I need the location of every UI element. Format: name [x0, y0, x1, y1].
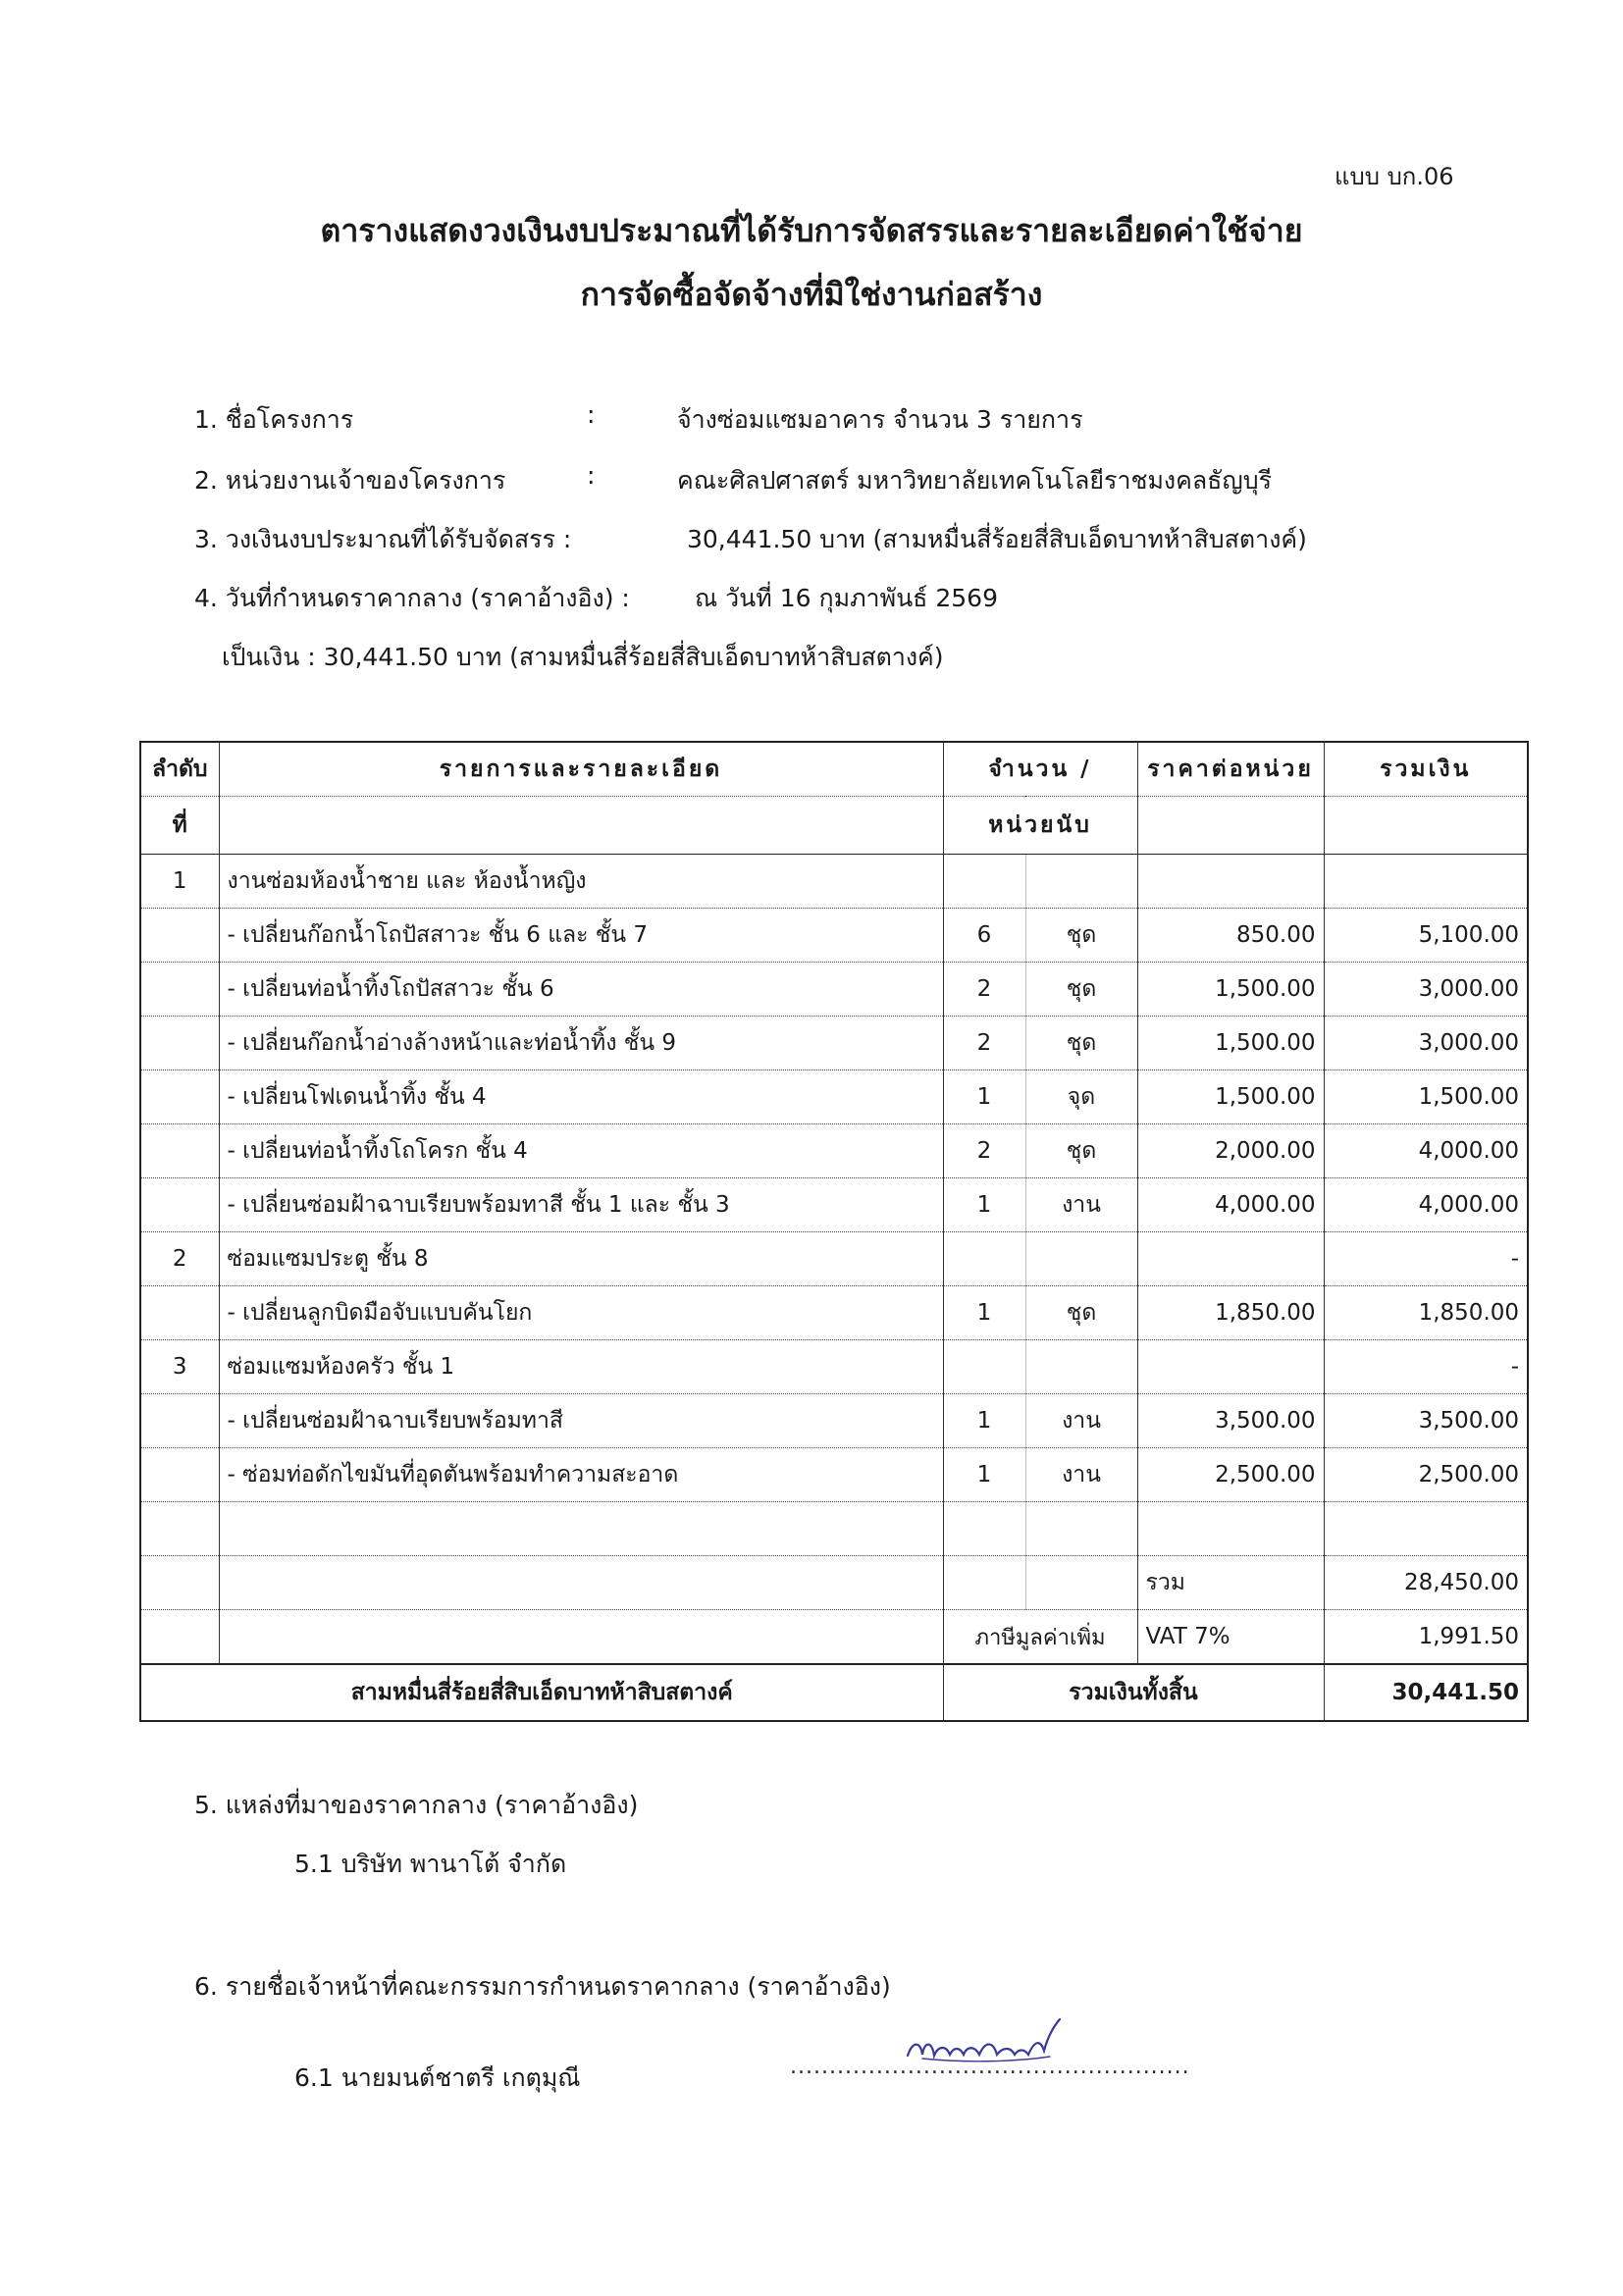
- grand-total-text: สามหมื่นสี่ร้อยสี่สิบเอ็ดบาทห้าสิบสตางค์: [140, 1664, 943, 1721]
- table-row: [140, 1286, 1528, 1340]
- header-unit-price: ราคาต่อหน่วย: [1137, 742, 1324, 797]
- row-unit-price: 1,500.00: [1137, 1017, 1324, 1070]
- row-total: 3,500.00: [1324, 1394, 1528, 1448]
- row-unit: ชุด: [1025, 909, 1137, 963]
- header-total: รวมเงิน: [1324, 742, 1528, 797]
- row-unit: ชุด: [1025, 963, 1137, 1017]
- row-total: 5,100.00: [1324, 909, 1528, 963]
- table-row: [140, 1232, 1528, 1286]
- row-unit-price: 1,500.00: [1137, 1070, 1324, 1124]
- row-description: - เปลี่ยนลูกบิดมือจับแบบคันโยก: [219, 1286, 943, 1340]
- vat-label: ภาษีมูลค่าเพิ่ม: [943, 1610, 1137, 1665]
- vat-empty-no: [140, 1610, 219, 1665]
- row-unit-price: [1137, 855, 1324, 909]
- handwritten-signature: [903, 2011, 1070, 2080]
- row-number: [140, 1017, 219, 1070]
- row-total: 4,000.00: [1324, 1178, 1528, 1232]
- row-quantity: 1: [943, 1394, 1025, 1448]
- table-header-row-2: [140, 797, 1528, 855]
- row-quantity: [943, 1232, 1025, 1286]
- row-number: 2: [140, 1232, 219, 1286]
- row-number: [140, 1124, 219, 1178]
- table-row: [140, 1394, 1528, 1448]
- vat-row: [140, 1610, 1528, 1665]
- vat-empty-desc: [219, 1610, 943, 1665]
- row-quantity: 2: [943, 963, 1025, 1017]
- budget-value: 30,441.50 บาท (สามหมื่นสี่ร้อยสี่สิบเอ็ดบาทห้าสิบสตางค์): [687, 525, 1307, 553]
- row-quantity: 2: [943, 1124, 1025, 1178]
- header-quantity: จำนวน /: [943, 742, 1137, 797]
- grand-total-value: 30,441.50: [1324, 1664, 1528, 1721]
- cost-table: [139, 741, 1529, 1722]
- row-total: 4,000.00: [1324, 1124, 1528, 1178]
- agency-value: คณะศิลปศาสตร์ มหาวิทยาลัยเทคโนโลยีราชมงคลธัญบุรี: [677, 466, 1273, 495]
- row-total: [1324, 855, 1528, 909]
- row-number: [140, 1448, 219, 1502]
- project-name-label: 1. ชื่อโครงการ: [194, 405, 354, 434]
- row-unit: งาน: [1025, 1448, 1137, 1502]
- header-unit-price-2: [1137, 797, 1324, 855]
- row-unit: [1025, 1340, 1137, 1394]
- table-row: [140, 1070, 1528, 1124]
- row-description: ซ่อมแซมประตู ชั้น 8: [219, 1232, 943, 1286]
- reference-date-label: 4. วันที่กำหนดราคากลาง (ราคาอ้างอิง) :: [194, 584, 630, 612]
- row-unit-price: 1,500.00: [1137, 963, 1324, 1017]
- row-total: 2,500.00: [1324, 1448, 1528, 1502]
- row-number: [140, 1070, 219, 1124]
- reference-date-value: ณ วันที่ 16 กุมภาพันธ์ 2569: [695, 584, 998, 612]
- header-description: รายการและรายละเอียด: [219, 742, 943, 797]
- row-unit: [1025, 1502, 1137, 1556]
- project-name-value: จ้างซ่อมแซมอาคาร จำนวน 3 รายการ: [677, 405, 1083, 434]
- row-number: [140, 1178, 219, 1232]
- row-description: - เปลี่ยนก๊อกน้ำโถปัสสาวะ ชั้น 6 และ ชั้น 7: [219, 909, 943, 963]
- subtotal-label: รวม: [1137, 1556, 1324, 1610]
- row-total: -: [1324, 1232, 1528, 1286]
- row-number: 3: [140, 1340, 219, 1394]
- table-row: [140, 1178, 1528, 1232]
- reference-amount: เป็นเงิน : 30,441.50 บาท (สามหมื่นสี่ร้อยสี่สิบเอ็ดบาทห้าสิบสตางค์): [222, 643, 944, 671]
- header-description-2: [219, 797, 943, 855]
- row-unit-price: [1137, 1340, 1324, 1394]
- agency-colon: :: [587, 461, 596, 490]
- subtotal-empty-unit: [1025, 1556, 1137, 1610]
- agency-label: 2. หน่วยงานเจ้าของโครงการ: [194, 466, 506, 495]
- row-quantity: [943, 1340, 1025, 1394]
- signature-line: ...................................................: [790, 2055, 1190, 2079]
- row-unit: ชุด: [1025, 1124, 1137, 1178]
- form-code: แบบ บก.06: [1335, 163, 1454, 190]
- row-unit-price: 2,000.00: [1137, 1124, 1324, 1178]
- row-description: งานซ่อมห้องน้ำชาย และ ห้องน้ำหญิง: [219, 855, 943, 909]
- row-number: [140, 1502, 219, 1556]
- row-unit: จุด: [1025, 1070, 1137, 1124]
- row-description: - เปลี่ยนก๊อกน้ำอ่างล้างหน้าและท่อน้ำทิ้ง ชั้น 9: [219, 1017, 943, 1070]
- header-unit-count: หน่วยนับ: [943, 797, 1137, 855]
- price-source-item: 5.1 บริษัท พานาโต้ จำกัด: [294, 1850, 567, 1878]
- row-unit: งาน: [1025, 1394, 1137, 1448]
- committee-heading: 6. รายชื่อเจ้าหน้าที่คณะกรรมการกำหนดราคากลาง (ราคาอ้างอิง): [194, 1972, 891, 2001]
- row-total: 1,500.00: [1324, 1070, 1528, 1124]
- table-row: [140, 1340, 1528, 1394]
- row-unit-price: 2,500.00: [1137, 1448, 1324, 1502]
- row-number: 1: [140, 855, 219, 909]
- table-row: [140, 855, 1528, 909]
- row-description: - เปลี่ยนท่อน้ำทิ้งโถปัสสาวะ ชั้น 6: [219, 963, 943, 1017]
- table-header-row-1: [140, 742, 1528, 797]
- row-unit: [1025, 1232, 1137, 1286]
- document-subtitle: การจัดซื้อจัดจ้างที่มิใช่งานก่อสร้าง: [580, 276, 1043, 313]
- row-unit-price: [1137, 1502, 1324, 1556]
- table-row: [140, 1502, 1528, 1556]
- vat-rate: VAT 7%: [1137, 1610, 1324, 1665]
- row-description: ซ่อมแซมห้องครัว ชั้น 1: [219, 1340, 943, 1394]
- row-quantity: 1: [943, 1178, 1025, 1232]
- price-source-heading: 5. แหล่งที่มาของราคากลาง (ราคาอ้างอิง): [194, 1791, 639, 1819]
- table-row: [140, 1017, 1528, 1070]
- row-unit-price: 3,500.00: [1137, 1394, 1324, 1448]
- row-unit-price: [1137, 1232, 1324, 1286]
- row-description: - ซ่อมท่อดักไขมันที่อุดตันพร้อมทำความสะอาด: [219, 1448, 943, 1502]
- row-total: -: [1324, 1340, 1528, 1394]
- subtotal-empty-desc: [219, 1556, 943, 1610]
- row-quantity: 2: [943, 1017, 1025, 1070]
- row-number: [140, 1286, 219, 1340]
- row-number: [140, 909, 219, 963]
- row-quantity: 1: [943, 1070, 1025, 1124]
- table-row: [140, 1448, 1528, 1502]
- row-total: 3,000.00: [1324, 1017, 1528, 1070]
- grand-total-row: [140, 1664, 1528, 1721]
- row-unit-price: 850.00: [1137, 909, 1324, 963]
- subtotal-row: [140, 1556, 1528, 1610]
- row-quantity: 6: [943, 909, 1025, 963]
- row-unit-price: 4,000.00: [1137, 1178, 1324, 1232]
- row-total: 3,000.00: [1324, 963, 1528, 1017]
- subtotal-value: 28,450.00: [1324, 1556, 1528, 1610]
- row-description: - เปลี่ยนซ่อมฝ้าฉาบเรียบพร้อมทาสี ชั้น 1 และ ชั้น 3: [219, 1178, 943, 1232]
- row-quantity: [943, 855, 1025, 909]
- row-description: - เปลี่ยนท่อน้ำทิ้งโถโครก ชั้น 4: [219, 1124, 943, 1178]
- table-row: [140, 1124, 1528, 1178]
- row-quantity: 1: [943, 1448, 1025, 1502]
- document-title: ตารางแสดงวงเงินงบประมาณที่ได้รับการจัดสรรและรายละเอียดค่าใช้จ่าย: [320, 212, 1303, 249]
- project-name-colon: :: [587, 400, 596, 429]
- subtotal-empty-qty: [943, 1556, 1025, 1610]
- row-unit: ชุด: [1025, 1017, 1137, 1070]
- header-total-2: [1324, 797, 1528, 855]
- row-quantity: 1: [943, 1286, 1025, 1340]
- header-order: ลำดับ: [140, 742, 219, 797]
- grand-total-label: รวมเงินทั้งสิ้น: [943, 1664, 1324, 1721]
- vat-value: 1,991.50: [1324, 1610, 1528, 1665]
- row-quantity: [943, 1502, 1025, 1556]
- table-row: [140, 963, 1528, 1017]
- row-number: [140, 1394, 219, 1448]
- row-unit-price: 1,850.00: [1137, 1286, 1324, 1340]
- row-unit: งาน: [1025, 1178, 1137, 1232]
- row-description: - เปลี่ยนซ่อมฝ้าฉาบเรียบพร้อมทาสี: [219, 1394, 943, 1448]
- row-total: [1324, 1502, 1528, 1556]
- committee-member: 6.1 นายมนต์ชาตรี เกตุมุณี: [294, 2063, 581, 2092]
- row-unit: [1025, 855, 1137, 909]
- row-description: [219, 1502, 943, 1556]
- row-unit: ชุด: [1025, 1286, 1137, 1340]
- table-row: [140, 909, 1528, 963]
- row-description: - เปลี่ยนโฟเดนน้ำทิ้ง ชั้น 4: [219, 1070, 943, 1124]
- budget-label: 3. วงเงินงบประมาณที่ได้รับจัดสรร :: [194, 525, 572, 553]
- row-number: [140, 963, 219, 1017]
- header-order-2: ที่: [140, 797, 219, 855]
- row-total: 1,850.00: [1324, 1286, 1528, 1340]
- subtotal-empty-no: [140, 1556, 219, 1610]
